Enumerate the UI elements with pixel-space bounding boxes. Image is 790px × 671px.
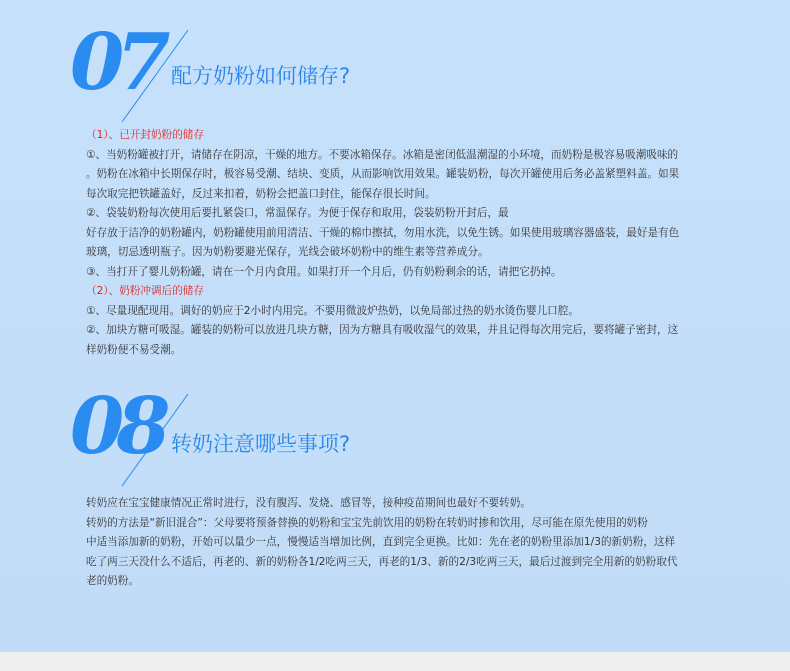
text-line: 转奶应在宝宝健康情况正常时进行，没有腹泻、发烧、感冒等，接种疫苗期间也最好不要转奶。 xyxy=(86,497,531,509)
text-line: 玻璃，切忌透明瓶子。因为奶粉要避光保存，光线会破坏奶粉中的维生素等营养成分。 xyxy=(86,246,489,258)
text-line: ②、加块方糖可吸湿。罐装的奶粉可以放进几块方糖，因为方糖具有吸收湿气的效果，并且记得每次用完后，要将罐子密封，这 xyxy=(86,324,679,336)
section-7-body xyxy=(86,126,679,360)
text-line: ②、袋装奶粉每次使用后要扎紧袋口，常温保存。为便于保存和取用，袋装奶粉开封后，最 xyxy=(86,207,509,219)
text-line: 好存放于洁净的奶粉罐内，奶粉罐使用前用清洁、干燥的棉巾擦拭，勿用水洗，以免生锈。如果使用玻璃容器盛装，最好是有色 xyxy=(86,226,680,239)
section-7-title: 配方奶粉如何储存? xyxy=(171,64,351,88)
footer-strip xyxy=(0,652,790,671)
subheading: （2）、奶粉冲调后的储存 xyxy=(86,285,204,297)
text-line: 样奶粉便不易受潮。 xyxy=(86,343,182,356)
subheading: （1）、已开封奶粉的储存 xyxy=(86,129,204,141)
text-line: 中适当添加新的奶粉，开始可以量少一点，慢慢适当增加比例，直到完全更换。比如：先在老的奶粉里添加1/3的新奶粉，这样 xyxy=(86,536,676,548)
text-line: 吃了两三天没什么不适后，再老的、新的奶粉各1/2吃两三天，再老的1/3、新的2/3吃两三天，最后过渡到完全用新的奶粉取代 xyxy=(86,555,678,568)
text-line: 老的奶粉。 xyxy=(86,575,139,587)
text-line: ①、尽量现配现用。调好的奶应于2小时内用完。不要用微波炉热奶，以免局部过热的奶水烫伤婴儿口腔。 xyxy=(86,304,579,317)
text-line: ③、当打开了婴儿奶粉罐，请在一个月内食用。如果打开一个月后，仍有奶粉剩余的话，请把它扔掉。 xyxy=(86,265,562,278)
section-8-number: 08 xyxy=(70,381,163,472)
text-line: 转奶的方法是“新旧混合”：父母要将预备替换的奶粉和宝宝先前饮用的奶粉在转奶时掺和饮用，尽可能在原先使用的奶粉 xyxy=(86,516,648,529)
section-7-number: 07 xyxy=(70,17,163,108)
text-line: ①、当奶粉罐被打开，请储存在阴凉，干燥的地方。不要冰箱保存。冰箱是密闭低温潮湿的小环境，而奶粉是极容易吸潮吸味的 xyxy=(86,148,679,161)
section-8-title: 转奶注意哪些事项? xyxy=(171,432,351,456)
text-line: 每次取完把铁罐盖好，反过来扣着，奶粉会把盖口封住，能保存很长时间。 xyxy=(86,187,436,200)
section-8-body xyxy=(86,494,677,592)
text-line: 。奶粉在冰箱中长期保存时，极容易受潮、结块、变质，从而影响饮用效果。罐装奶粉，每次开罐使用后务必盖紧塑料盖。如果 xyxy=(86,168,680,180)
